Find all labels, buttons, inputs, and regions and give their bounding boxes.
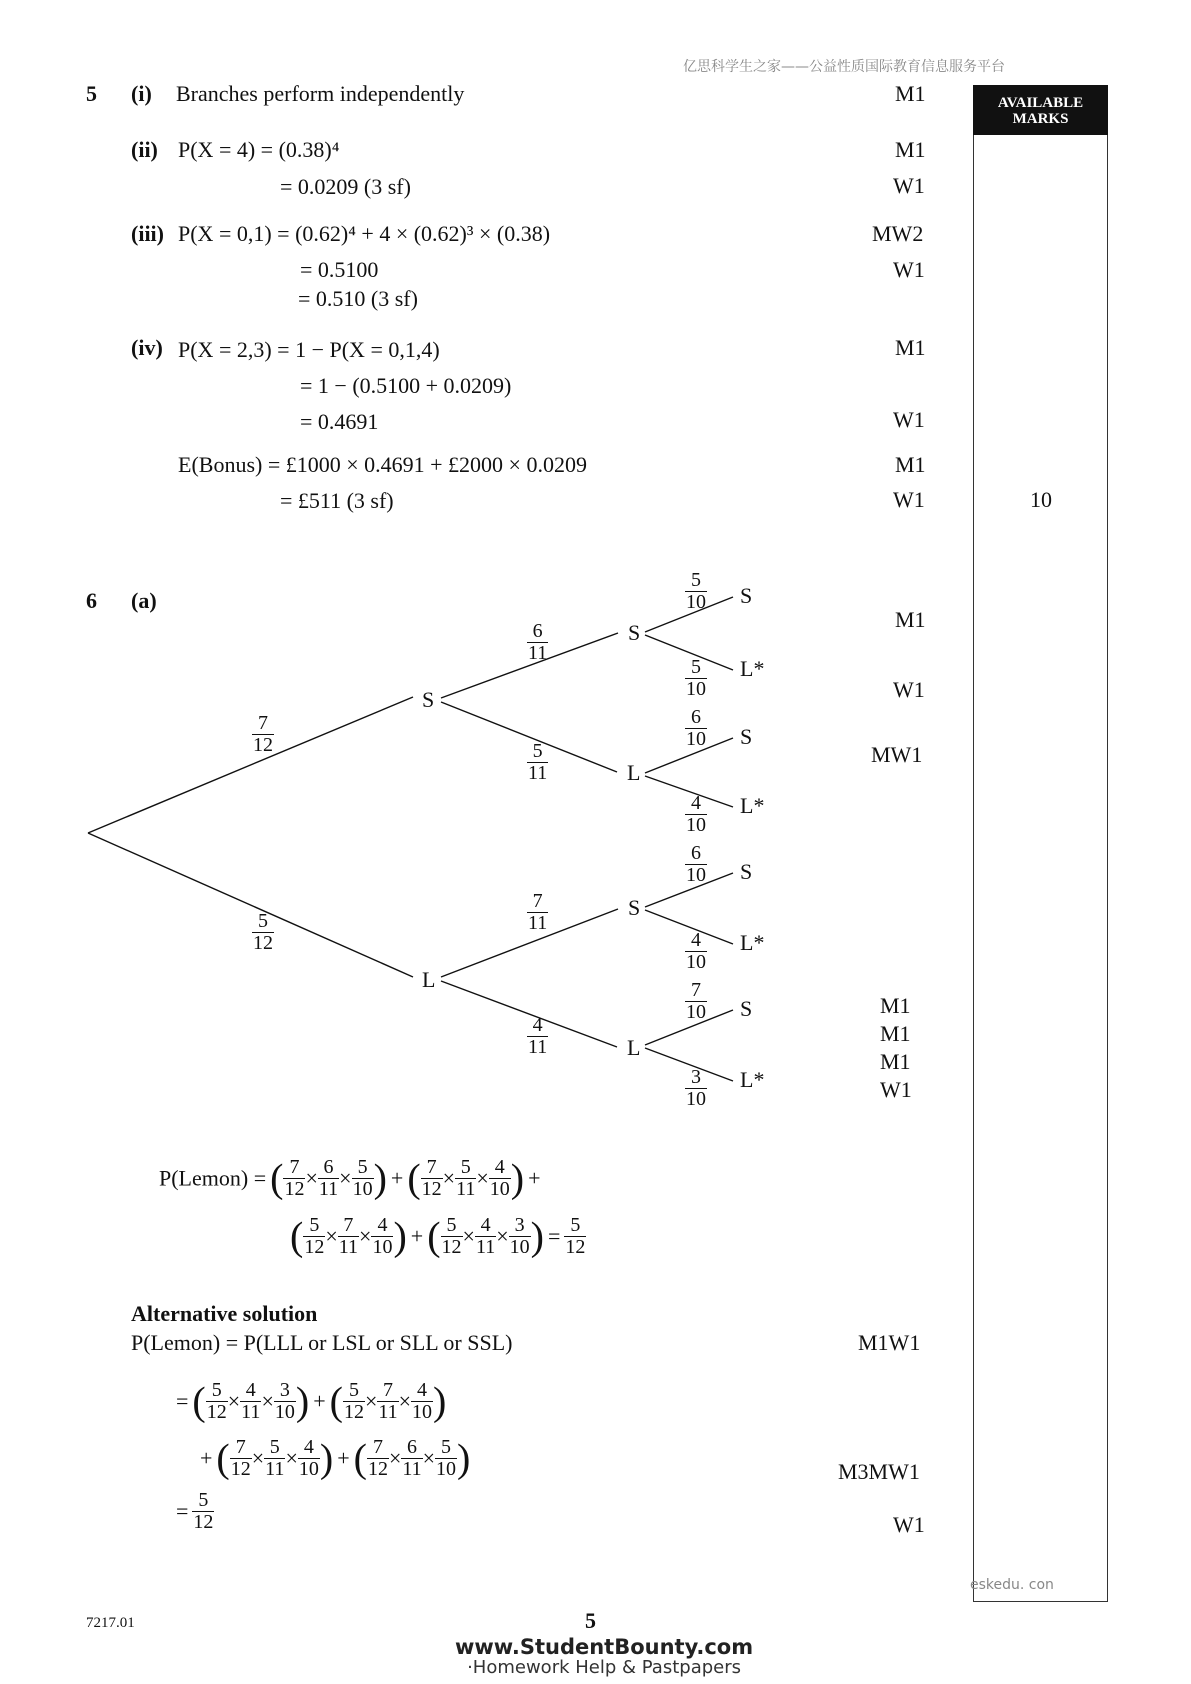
q6-calc-mark2: M1 (880, 1021, 911, 1046)
alt-mark1: M1W1 (858, 1330, 921, 1355)
q5-e-line2: = £511 (3 sf) (280, 488, 394, 513)
q5-ii-mark1: M1 (895, 137, 926, 162)
q6-calc-mark1: M1 (880, 993, 911, 1018)
q5-iii-line3: = 0.510 (3 sf) (298, 286, 418, 311)
prob-SSS: $\frac{5}{10}$ (686, 569, 706, 613)
q5-iv-label: (iv) (131, 335, 163, 360)
q5-iv-line3: = 0.4691 (300, 409, 379, 434)
plemon-line1: P(Lemon) = ( $\frac{7}{12}$ × $\frac{6}{11}$ × $\frac{5}{10}$ ) + ( $\frac{7}{12}$ × $\frac{5}{11}$ × $\frac{4}{10}$ ) + (159, 1155, 541, 1201)
page-number: 5 (585, 1608, 596, 1633)
q6-calc-mark3: M1 (880, 1049, 911, 1074)
q5-e-line1: E(Bonus) = £1000 × 0.4691 + £2000 × 0.0209 (178, 452, 587, 477)
q5-iv-mark2: W1 (893, 407, 925, 432)
available-marks-header: AVAILABLE MARKS (973, 85, 1108, 135)
q5-iii-line2: = 0.5100 (300, 257, 379, 282)
node-LS: S (628, 895, 641, 920)
prob-LS: $\frac{7}{11}$ (528, 890, 548, 934)
prob-LSL: $\frac{4}{10}$ (686, 929, 706, 973)
q6-tree-mark3: MW1 (871, 742, 923, 767)
q5-iii-mark2: W1 (893, 257, 925, 282)
q5-iii-mark1: MW2 (872, 221, 924, 246)
q5-ii-mark2: W1 (893, 173, 925, 198)
q5-total-marks: 10 (1030, 487, 1052, 512)
q5-iv-line2: = 1 − (0.5100 + 0.0209) (300, 373, 512, 398)
node-SS: S (628, 620, 641, 645)
alt-title: Alternative solution (131, 1301, 318, 1326)
prob-SLS: $\frac{6}{10}$ (686, 706, 706, 750)
prob-S: $\frac{7}{12}$ (253, 712, 273, 756)
node-SLS: S (740, 724, 753, 749)
node-L1: L (422, 967, 436, 992)
alt-expr-line2: + ( $\frac{7}{12}$ × $\frac{5}{11}$ × $\frac{4}{10}$ ) + ( $\frac{7}{12}$ × $\frac{6}{11}$ × $\frac{5}{10}$ ) (200, 1435, 471, 1481)
node-SLL: L* (740, 793, 765, 818)
node-LLL: L* (740, 1067, 765, 1092)
q5-i-text: Branches perform independently (176, 81, 465, 106)
studentbounty-logo: www.StudentBounty.com ·Homework Help & Pastpapers (455, 1635, 754, 1678)
q6-tree-mark2: W1 (893, 677, 925, 702)
prob-LLS: $\frac{7}{10}$ (686, 979, 706, 1023)
q5-number: 5 (86, 81, 97, 106)
prob-LSS: $\frac{6}{10}$ (686, 842, 706, 886)
q5-iv-line1: P(X = 2,3) = 1 − P(X = 0,1,4) (178, 337, 440, 362)
q5-i-label: (i) (131, 81, 152, 106)
q6-a-label: (a) (131, 588, 157, 613)
prob-LL: $\frac{4}{11}$ (528, 1014, 548, 1058)
site-header: 亿思科学生之家——公益性质国际教育信息服务平台 (683, 59, 1005, 75)
node-SSS: S (740, 583, 753, 608)
q5-ii-label: (ii) (131, 137, 158, 162)
prob-SLL: $\frac{4}{10}$ (686, 792, 706, 836)
alt-expr-line1: = ( $\frac{5}{12}$ × $\frac{4}{11}$ × $\frac{3}{10}$ ) + ( $\frac{5}{12}$ × $\frac{7}{11}$ × $\frac{4}{10}$ ) (176, 1378, 447, 1424)
paper-code: 7217.01 (86, 1615, 135, 1631)
node-LSL: L* (740, 930, 765, 955)
q5-e-mark2: W1 (893, 487, 925, 512)
alt-line: P(Lemon) = P(LLL or LSL or SLL or SSL) (131, 1330, 513, 1355)
q6-tree-mark1: M1 (895, 607, 926, 632)
q5-iii-label: (iii) (131, 221, 164, 246)
node-LL: L (627, 1035, 641, 1060)
prob-LLL: $\frac{3}{10}$ (686, 1066, 706, 1110)
node-LSS: S (740, 859, 753, 884)
node-S1: S (422, 687, 435, 712)
prob-L: $\frac{5}{12}$ (253, 910, 273, 954)
node-SSL: L* (740, 656, 765, 681)
prob-SS: $\frac{6}{11}$ (528, 620, 548, 664)
q6-calc-mark4: W1 (880, 1077, 912, 1102)
prob-SSL: $\frac{5}{10}$ (686, 656, 706, 700)
watermark: eskedu. con (970, 1577, 1054, 1593)
node-LLS: S (740, 996, 753, 1021)
alt-mark2: M3MW1 (838, 1459, 920, 1484)
q6-number: 6 (86, 588, 97, 613)
q5-iv-mark1: M1 (895, 335, 926, 360)
q5-e-mark1: M1 (895, 452, 926, 477)
alt-result: = $\frac{5}{12}$ (176, 1489, 214, 1533)
alt-mark3: W1 (893, 1512, 925, 1537)
plemon-line2: ( $\frac{5}{12}$ × $\frac{7}{11}$ × $\frac{4}{10}$ ) + ( $\frac{5}{12}$ × $\frac{4}{11}$ × $\frac{3}{10}$ ) = $\frac{5}{12}$ (290, 1213, 586, 1259)
prob-SL: $\frac{5}{11}$ (528, 740, 548, 784)
q5-ii-line1: P(X = 4) = (0.38)⁴ (178, 137, 340, 162)
q5-i-mark: M1 (895, 81, 926, 106)
q5-iii-line1: P(X = 0,1) = (0.62)⁴ + 4 × (0.62)³ × (0.38) (178, 221, 551, 246)
q5-ii-line2: = 0.0209 (3 sf) (280, 174, 411, 199)
node-SL: L (627, 760, 641, 785)
available-marks-column (973, 85, 1108, 1602)
